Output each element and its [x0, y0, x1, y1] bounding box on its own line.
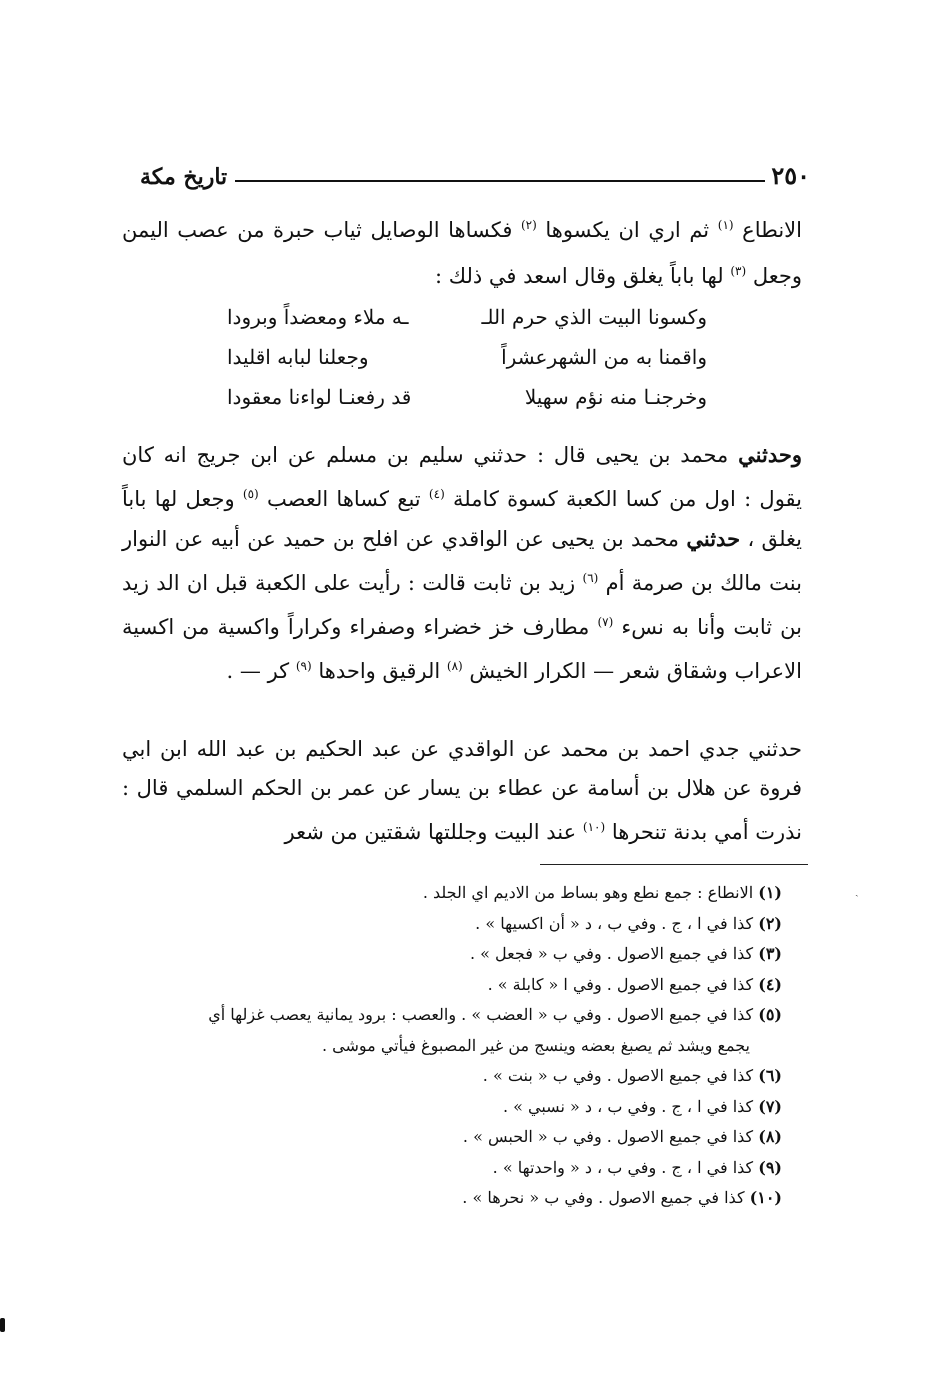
margin-ink-mark	[0, 1318, 5, 1332]
footnote-text: كذا في ا ، ج . وفي ب ، د « نسبي » .	[502, 1096, 754, 1116]
footnote-text: كذا في جميع الاصول . وفي ب « العضب » . والعصب : برود يمانية يعصب غزلها أي	[208, 1005, 754, 1024]
footnote-text: كذا في جميع الاصول . وفي ب « الحبس » .	[462, 1127, 754, 1146]
footnote-ref: (١)	[717, 218, 734, 232]
text-segment: محمد بن يحيى قال : حدثني سليم بن مسلم عن ابن جريج انه كان يقول : اول من كسا الكعبة كسوة كاملة	[122, 443, 803, 511]
footnote-item	[142, 970, 782, 1001]
verse-first-hemistich: وكسونا البيت الذي حرم اللـ	[481, 305, 707, 329]
footnote-number: (٩)	[758, 1157, 782, 1177]
footnote-item	[142, 909, 782, 940]
footnote-ref: (٢)	[520, 218, 537, 232]
footnote-text: كذا في جميع الاصول . وفي ب « فجعل » .	[469, 944, 754, 963]
verse-second-hemistich: وجعلنا لبابه اقليدا	[227, 345, 369, 369]
footnote-divider	[540, 864, 808, 865]
footnote-ref: (٥)	[242, 487, 259, 501]
footnote-ref: (٤)	[428, 487, 445, 501]
footnote-item	[142, 939, 782, 970]
footnote-number: (٥)	[758, 1005, 782, 1024]
footnote-text: كذا في جميع الاصول . وفي ا « كابلة » .	[487, 974, 754, 994]
page-number: ٢٥٠	[771, 161, 810, 190]
text-segment: كر — .	[226, 659, 290, 683]
footnote-item	[142, 1000, 782, 1031]
margin-tick-mark: ˎ	[855, 884, 859, 897]
verse-first-hemistich: واقمنا به من الشهرعشراً	[501, 345, 707, 369]
text-segment: تبع كساها العصب	[266, 487, 421, 511]
text-segment: مطارف خز خضراء وصفراء وكراراً واكسية من اكسية الاعراب وشقاق شعر — الكرار الخيش	[122, 615, 802, 683]
text-segment: الانطاع	[742, 218, 802, 242]
text-segment: الرقيق واحدها	[318, 659, 441, 683]
text-segment: لها باباً يغلق وقال اسعد في ذلك :	[435, 264, 724, 288]
verse-first-hemistich: وخرجنـا منه نؤم سهيلا	[524, 385, 707, 409]
footnote-number: (١٠)	[749, 1188, 782, 1207]
footnote-continuation: يجمع ويشد ثم يصبغ بعضه وينسج من غير المصبوغ فيأتي موشى .	[321, 1035, 750, 1055]
footnote-number: (١)	[758, 883, 782, 902]
footnote-number: (٦)	[758, 1066, 782, 1085]
paragraph-lead-word: وحدثني	[738, 442, 802, 467]
footnote-item	[142, 1183, 782, 1214]
text-segment: زيد بن ثابت قالت : رأيت على الكعبة قبل ان الد زيد بن ثابت وأنا به نسء	[122, 571, 802, 639]
paragraph-2	[122, 435, 802, 691]
verse-second-hemistich: قد رفعنـا لواءنا معقودا	[227, 385, 412, 409]
text-segment: وجعل لها باباً يغلق ،	[122, 487, 803, 551]
footnote-text: الانطاع : جمع نطع وهو بساط من الاديم اي الجلد .	[422, 883, 754, 902]
text-segment: حدثني جدي احمد بن محمد عن الواقدي عن عبد الحكيم بن عبد الله ابن ابي فروة عن هلال بن أسامة عن عطاء بن يسار عن عمر بن الحكم السلمي قال : نذرت أمي بدنة تنحرها	[122, 737, 802, 844]
footnote-item	[142, 1153, 782, 1184]
text-segment: عند البيت وجللتها شقتين من شعر	[284, 820, 577, 844]
footnote-ref: (٦)	[582, 571, 599, 585]
paragraph-lead-word: حدثني	[686, 526, 741, 551]
paragraph-1	[122, 205, 802, 297]
footnote-number: (٣)	[758, 944, 782, 963]
footnote-text: كذا في جميع الاصول . وفي ب « بنت » .	[482, 1066, 754, 1085]
footnote-item	[142, 1092, 782, 1123]
footnote-text: كذا في جميع الاصول . وفي ب « نحرها » .	[462, 1188, 745, 1207]
footnote-number: (٤)	[758, 974, 782, 994]
footnote-item	[142, 1061, 782, 1092]
footnote-ref: (٧)	[597, 615, 614, 629]
footnote-ref: (١٠)	[582, 820, 606, 834]
footnote-ref: (٣)	[730, 264, 747, 278]
verse-line	[227, 345, 707, 385]
footnote-item	[142, 1122, 782, 1153]
footnote-item	[142, 878, 782, 909]
paragraph-3	[122, 730, 802, 852]
footnote-number: (٢)	[758, 913, 782, 933]
page-header	[140, 150, 810, 190]
verse-line	[227, 385, 707, 425]
footnote-ref: (٨)	[446, 659, 463, 673]
running-title: تاريخ مكة	[140, 164, 228, 190]
text-segment: فكساها الوصايل ثياب حبرة من عصب اليمن وجعل	[122, 218, 802, 288]
footnote-ref: (٩)	[295, 659, 312, 673]
text-segment: ثم اري ان يكسوها	[545, 218, 710, 242]
verse-line	[227, 305, 707, 345]
footnote-text: كذا في ا ، ج . وفي ب ، د « أن اكسيها » .	[475, 913, 754, 933]
footnote-number: (٨)	[758, 1127, 782, 1146]
footnotes	[142, 878, 782, 1214]
footnote-number: (٧)	[758, 1096, 782, 1116]
text-segment: محمد بن يحيى عن الواقدي عن افلح بن حميد عن أبيه عن النوار بنت مالك بن صرمة أم	[122, 527, 802, 595]
header-rule	[235, 180, 765, 182]
verse-second-hemistich: ـه ملاء ومعضداً وبرودا	[227, 305, 409, 329]
footnote-text: كذا في ا ، ج . وفي ب ، د « واحدتها » .	[492, 1157, 754, 1177]
poem-verses	[227, 305, 707, 425]
